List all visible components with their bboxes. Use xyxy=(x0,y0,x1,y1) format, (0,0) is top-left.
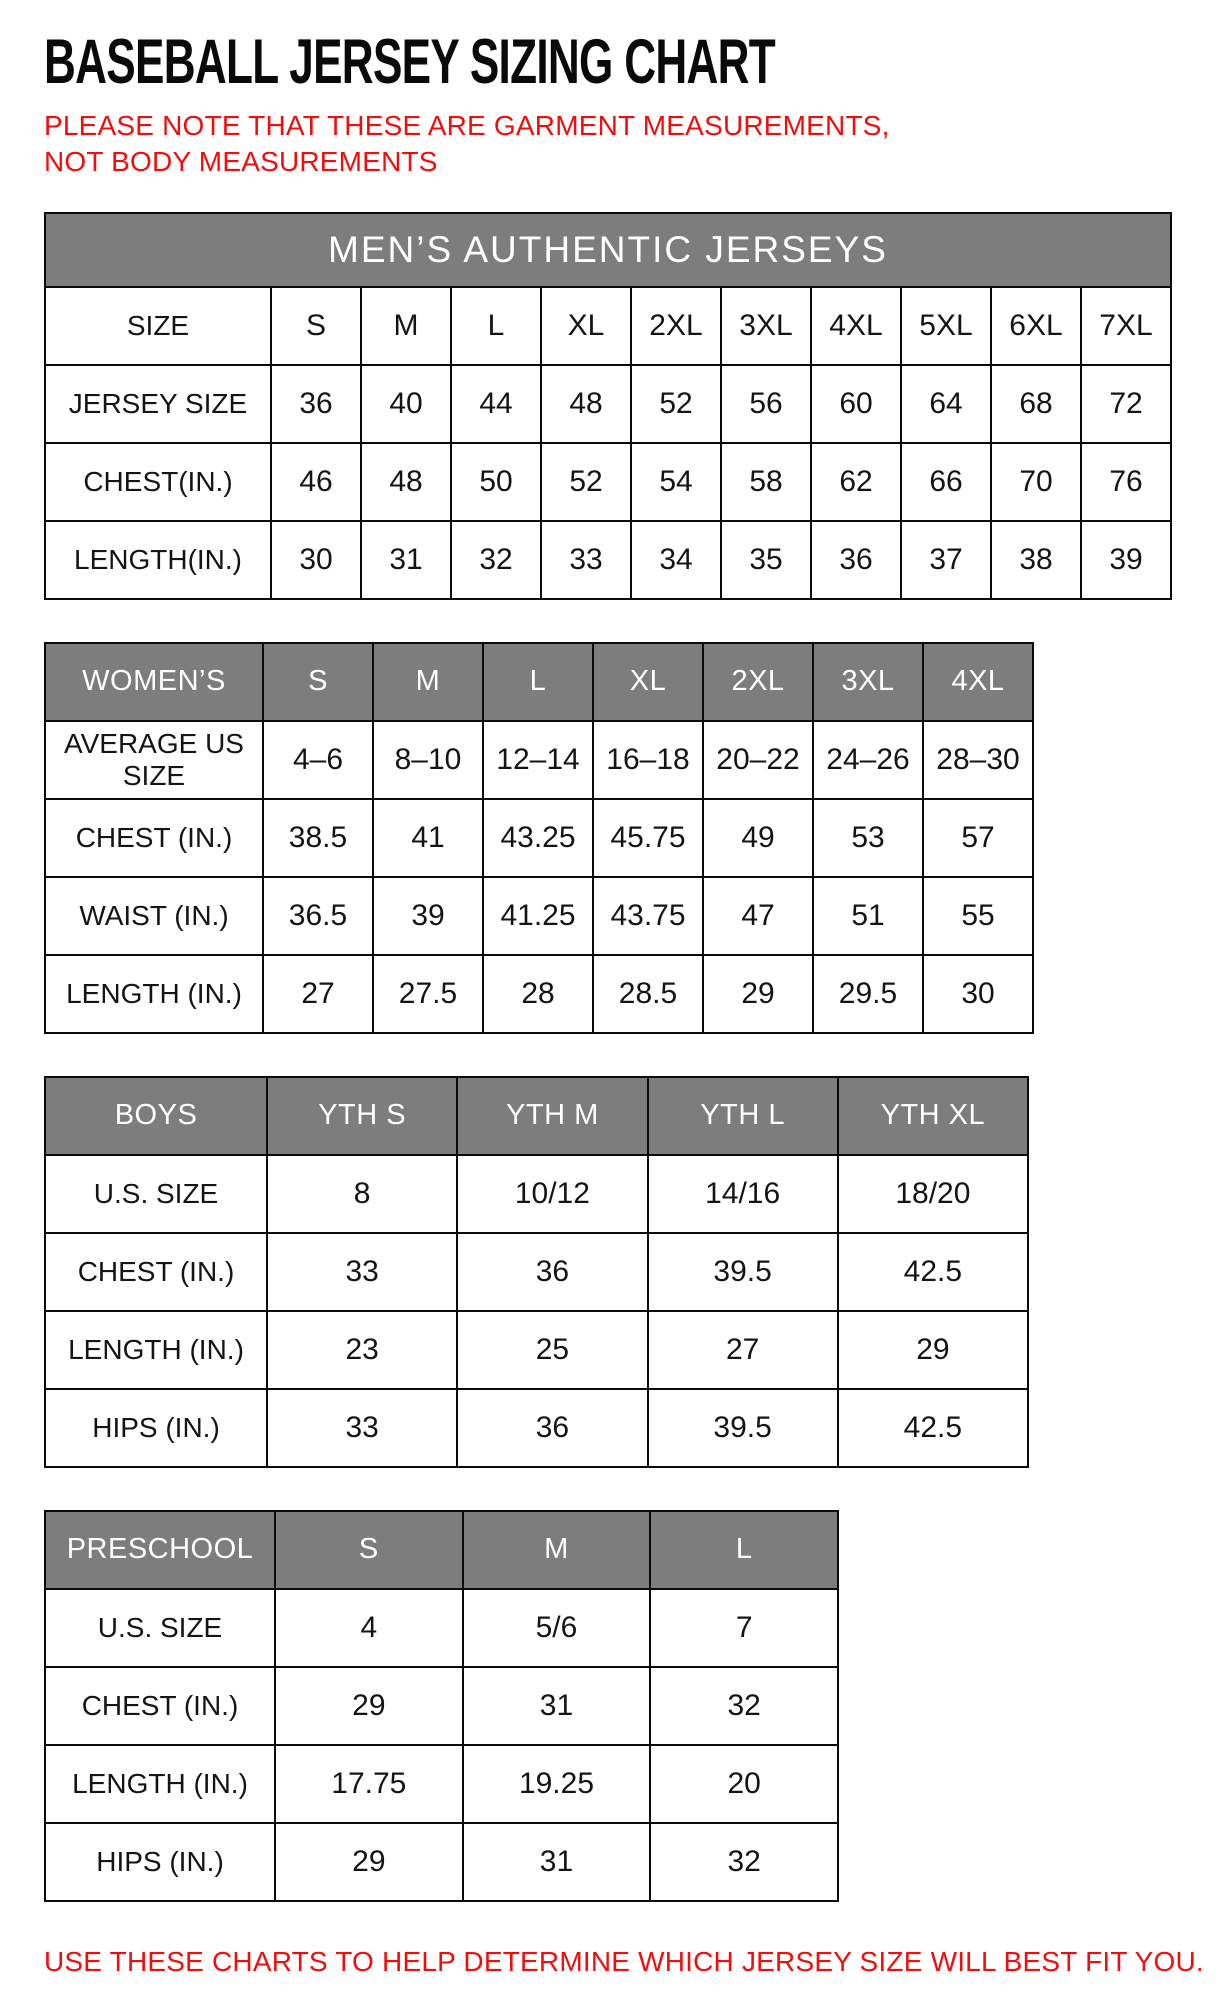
womens-value-cell: 43.25 xyxy=(483,799,593,877)
preschool-value-cell: 32 xyxy=(650,1667,838,1745)
mens-authentic-jerseys-table-section xyxy=(44,212,1190,600)
womens-table-section xyxy=(44,642,1190,1034)
womens-table-row xyxy=(45,955,1033,1033)
preschool-table-section xyxy=(44,1510,1190,1902)
preschool-value-cell: 5/6 xyxy=(463,1589,651,1667)
mens-value-cell: 58 xyxy=(721,443,811,521)
preschool-table-row xyxy=(45,1667,838,1745)
mens-table-title: MEN’S AUTHENTIC JERSEYS xyxy=(45,213,1171,287)
womens-value-cell: 29 xyxy=(703,955,813,1033)
garment-measurements-note: PLEASE NOTE THAT THESE ARE GARMENT MEASUREMENTS, NOT BODY MEASUREMENTS xyxy=(44,110,890,177)
boys-size-header-cell: YTH XL xyxy=(838,1077,1028,1155)
mens-value-cell: 56 xyxy=(721,365,811,443)
womens-size-header-cell: 2XL xyxy=(703,643,813,721)
mens-row-label: SIZE xyxy=(45,287,271,365)
boys-value-cell: 27 xyxy=(648,1311,838,1389)
womens-size-header-cell: XL xyxy=(593,643,703,721)
preschool-row-label: LENGTH (IN.) xyxy=(45,1745,275,1823)
mens-value-cell: L xyxy=(451,287,541,365)
preschool-row-label: U.S. SIZE xyxy=(45,1589,275,1667)
boys-value-cell: 39.5 xyxy=(648,1233,838,1311)
page-title: BASEBALL JERSEY SIZING CHART xyxy=(44,27,776,97)
womens-size-header-cell: M xyxy=(373,643,483,721)
womens-value-cell: 51 xyxy=(813,877,923,955)
womens-value-cell: 45.75 xyxy=(593,799,703,877)
womens-size-header-cell: 3XL xyxy=(813,643,923,721)
mens-value-cell: 39 xyxy=(1081,521,1171,599)
womens-header-row xyxy=(45,643,1033,721)
boys-row-label: CHEST (IN.) xyxy=(45,1233,267,1311)
mens-value-cell: 40 xyxy=(361,365,451,443)
womens-value-cell: 28–30 xyxy=(923,721,1033,799)
womens-value-cell: 36.5 xyxy=(263,877,373,955)
mens-value-cell: 76 xyxy=(1081,443,1171,521)
preschool-value-cell: 20 xyxy=(650,1745,838,1823)
mens-value-cell: 35 xyxy=(721,521,811,599)
mens-value-cell: 44 xyxy=(451,365,541,443)
mens-value-cell: 30 xyxy=(271,521,361,599)
womens-value-cell: 24–26 xyxy=(813,721,923,799)
womens-value-cell: 28.5 xyxy=(593,955,703,1033)
mens-value-cell: 38 xyxy=(991,521,1081,599)
boys-size-header-cell: YTH L xyxy=(648,1077,838,1155)
boys-value-cell: 23 xyxy=(267,1311,457,1389)
mens-value-cell: 48 xyxy=(361,443,451,521)
mens-value-cell: 3XL xyxy=(721,287,811,365)
mens-value-cell: 54 xyxy=(631,443,721,521)
mens-value-cell: 37 xyxy=(901,521,991,599)
boys-size-header-cell: YTH M xyxy=(457,1077,647,1155)
mens-table-row xyxy=(45,287,1171,365)
boys-table-row xyxy=(45,1389,1028,1467)
boys-table-row xyxy=(45,1311,1028,1389)
preschool-table-row xyxy=(45,1589,838,1667)
womens-value-cell: 53 xyxy=(813,799,923,877)
boys-value-cell: 42.5 xyxy=(838,1233,1028,1311)
womens-value-cell: 16–18 xyxy=(593,721,703,799)
mens-value-cell: 50 xyxy=(451,443,541,521)
mens-value-cell: 33 xyxy=(541,521,631,599)
womens-value-cell: 41 xyxy=(373,799,483,877)
mens-value-cell: 52 xyxy=(631,365,721,443)
womens-value-cell: 43.75 xyxy=(593,877,703,955)
preschool-value-cell: 31 xyxy=(463,1667,651,1745)
boys-value-cell: 10/12 xyxy=(457,1155,647,1233)
mens-row-label: CHEST(IN.) xyxy=(45,443,271,521)
preschool-size-header-cell: M xyxy=(463,1511,651,1589)
preschool-value-cell: 17.75 xyxy=(275,1745,463,1823)
womens-row-label: WAIST (IN.) xyxy=(45,877,263,955)
preschool-table xyxy=(44,1510,839,1902)
mens-value-cell: 66 xyxy=(901,443,991,521)
mens-value-cell: 46 xyxy=(271,443,361,521)
mens-value-cell: S xyxy=(271,287,361,365)
womens-size-header-cell: 4XL xyxy=(923,643,1033,721)
boys-table-title: BOYS xyxy=(45,1077,267,1155)
womens-value-cell: 4–6 xyxy=(263,721,373,799)
mens-value-cell: 60 xyxy=(811,365,901,443)
preschool-table-row xyxy=(45,1823,838,1901)
boys-value-cell: 29 xyxy=(838,1311,1028,1389)
mens-value-cell: 31 xyxy=(361,521,451,599)
womens-row-label: LENGTH (IN.) xyxy=(45,955,263,1033)
mens-value-cell: 48 xyxy=(541,365,631,443)
womens-value-cell: 30 xyxy=(923,955,1033,1033)
womens-row-label: CHEST (IN.) xyxy=(45,799,263,877)
womens-table-row xyxy=(45,877,1033,955)
preschool-table-row xyxy=(45,1745,838,1823)
preschool-value-cell: 31 xyxy=(463,1823,651,1901)
boys-size-header-cell: YTH S xyxy=(267,1077,457,1155)
boys-row-label: U.S. SIZE xyxy=(45,1155,267,1233)
boys-row-label: HIPS (IN.) xyxy=(45,1389,267,1467)
boys-table-row xyxy=(45,1155,1028,1233)
womens-value-cell: 20–22 xyxy=(703,721,813,799)
boys-value-cell: 18/20 xyxy=(838,1155,1028,1233)
mens-table-row xyxy=(45,521,1171,599)
mens-row-label: LENGTH(IN.) xyxy=(45,521,271,599)
preschool-size-header-cell: S xyxy=(275,1511,463,1589)
preschool-size-header-cell: L xyxy=(650,1511,838,1589)
mens-value-cell: 36 xyxy=(811,521,901,599)
womens-value-cell: 55 xyxy=(923,877,1033,955)
boys-table xyxy=(44,1076,1029,1468)
mens-value-cell: 7XL xyxy=(1081,287,1171,365)
boys-value-cell: 33 xyxy=(267,1389,457,1467)
boys-value-cell: 42.5 xyxy=(838,1389,1028,1467)
womens-value-cell: 39 xyxy=(373,877,483,955)
boys-value-cell: 25 xyxy=(457,1311,647,1389)
preschool-value-cell: 7 xyxy=(650,1589,838,1667)
preschool-table-title: PRESCHOOL xyxy=(45,1511,275,1589)
preschool-header-row xyxy=(45,1511,838,1589)
mens-banner-row xyxy=(45,213,1171,287)
mens-value-cell: 6XL xyxy=(991,287,1081,365)
womens-row-label: AVERAGE US SIZE xyxy=(45,721,263,799)
boys-value-cell: 33 xyxy=(267,1233,457,1311)
mens-value-cell: 36 xyxy=(271,365,361,443)
mens-value-cell: XL xyxy=(541,287,631,365)
womens-value-cell: 27 xyxy=(263,955,373,1033)
mens-value-cell: 68 xyxy=(991,365,1081,443)
womens-value-cell: 47 xyxy=(703,877,813,955)
mens-value-cell: 72 xyxy=(1081,365,1171,443)
mens-table-row xyxy=(45,365,1171,443)
mens-value-cell: 2XL xyxy=(631,287,721,365)
womens-value-cell: 49 xyxy=(703,799,813,877)
womens-size-header-cell: L xyxy=(483,643,593,721)
mens-table-row xyxy=(45,443,1171,521)
preschool-value-cell: 29 xyxy=(275,1823,463,1901)
boys-value-cell: 36 xyxy=(457,1233,647,1311)
mens-value-cell: 34 xyxy=(631,521,721,599)
mens-value-cell: 32 xyxy=(451,521,541,599)
boys-table-section xyxy=(44,1076,1190,1468)
mens-row-label: JERSEY SIZE xyxy=(45,365,271,443)
mens-value-cell: 64 xyxy=(901,365,991,443)
mens-value-cell: 52 xyxy=(541,443,631,521)
mens-value-cell: M xyxy=(361,287,451,365)
womens-value-cell: 8–10 xyxy=(373,721,483,799)
womens-table-row xyxy=(45,799,1033,877)
preschool-value-cell: 4 xyxy=(275,1589,463,1667)
mens-value-cell: 4XL xyxy=(811,287,901,365)
boys-value-cell: 39.5 xyxy=(648,1389,838,1467)
womens-value-cell: 27.5 xyxy=(373,955,483,1033)
mens-value-cell: 70 xyxy=(991,443,1081,521)
womens-value-cell: 28 xyxy=(483,955,593,1033)
womens-table xyxy=(44,642,1034,1034)
preschool-value-cell: 32 xyxy=(650,1823,838,1901)
womens-size-header-cell: S xyxy=(263,643,373,721)
preschool-row-label: CHEST (IN.) xyxy=(45,1667,275,1745)
womens-value-cell: 41.25 xyxy=(483,877,593,955)
mens-table xyxy=(44,212,1172,600)
womens-value-cell: 12–14 xyxy=(483,721,593,799)
fit-advice-note: USE THESE CHARTS TO HELP DETERMINE WHICH JERSEY SIZE WILL BEST FIT YOU. xyxy=(44,1945,1204,1977)
boys-row-label: LENGTH (IN.) xyxy=(45,1311,267,1389)
womens-value-cell: 38.5 xyxy=(263,799,373,877)
womens-value-cell: 57 xyxy=(923,799,1033,877)
boys-value-cell: 8 xyxy=(267,1155,457,1233)
boys-table-row xyxy=(45,1233,1028,1311)
boys-value-cell: 14/16 xyxy=(648,1155,838,1233)
preschool-row-label: HIPS (IN.) xyxy=(45,1823,275,1901)
womens-value-cell: 29.5 xyxy=(813,955,923,1033)
mens-value-cell: 62 xyxy=(811,443,901,521)
preschool-value-cell: 29 xyxy=(275,1667,463,1745)
preschool-value-cell: 19.25 xyxy=(463,1745,651,1823)
womens-table-title: WOMEN’S xyxy=(45,643,263,721)
boys-header-row xyxy=(45,1077,1028,1155)
mens-value-cell: 5XL xyxy=(901,287,991,365)
boys-value-cell: 36 xyxy=(457,1389,647,1467)
womens-table-row xyxy=(45,721,1033,799)
